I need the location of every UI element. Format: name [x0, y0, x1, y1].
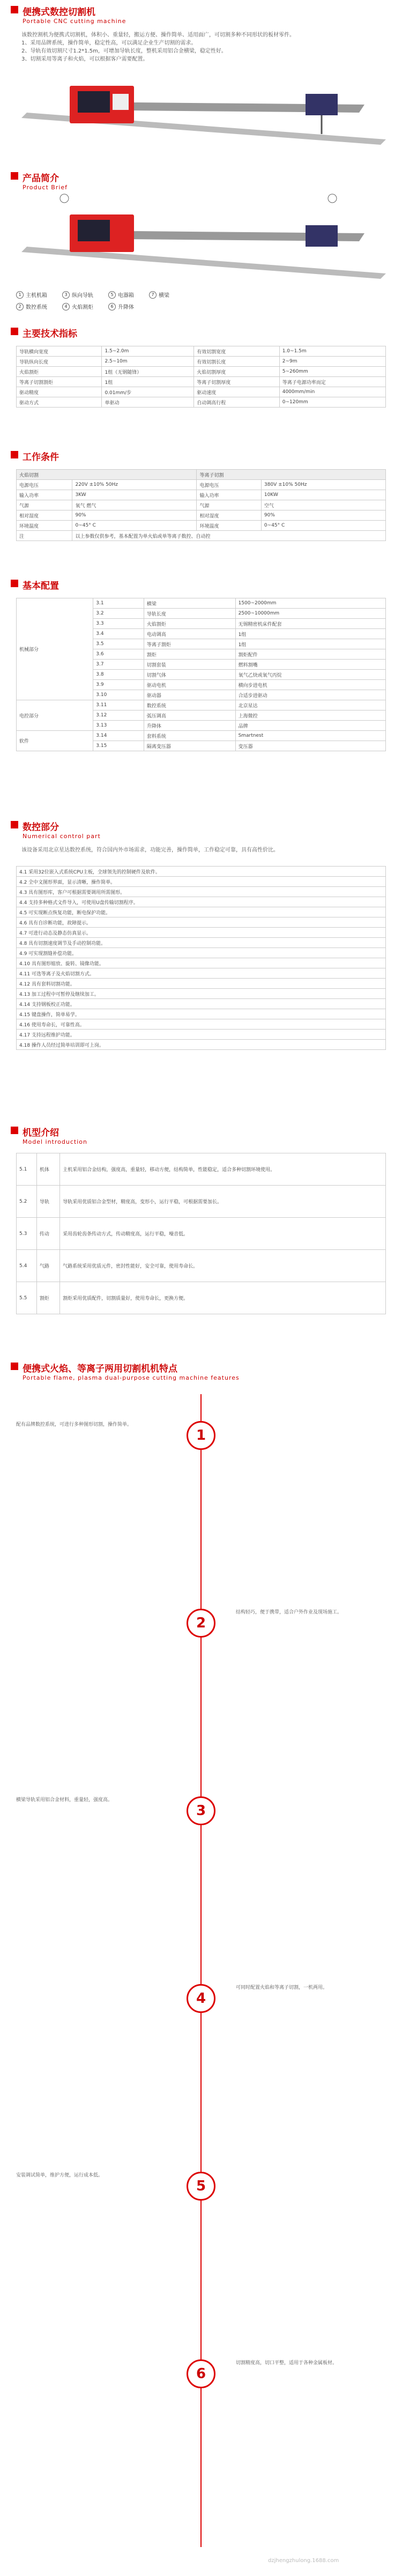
table-row: 4.18 操作人员经过简单培训即可上岗。 — [17, 1040, 386, 1050]
table-row: 电控部分 3.11 数控系统 北京星达 — [17, 700, 386, 710]
title-marker-icon — [11, 1127, 18, 1134]
table-row: 3.3 火焰割炬 无锡精密机床件配套 — [17, 619, 386, 629]
title-marker-icon — [11, 821, 18, 828]
conditions-title-bar — [11, 449, 59, 463]
title-marker-icon — [11, 172, 18, 180]
number-1-icon: 1 — [16, 291, 24, 299]
nc-paragraph: 该设备采用北京星达数控系统，符合国内外市场需求，功能完善，操作简单，工作稳定可靠，具有高性价比。 — [21, 847, 279, 853]
legend-item: 6 升降体 — [108, 302, 134, 310]
conditions-table — [16, 469, 386, 541]
machine-photo-2 — [11, 193, 391, 284]
number-3-icon: 3 — [62, 291, 70, 299]
config-table — [16, 598, 386, 751]
table-row: 4.16 使用寿命长，可靠性高。 — [17, 1019, 386, 1030]
table-row: 4.6 具有自诊断功能，故障提示。 — [17, 917, 386, 928]
table-row: 5.3 传动 采用齿轮齿条传动方式，传动精度高，运行平稳，噪音低。 — [17, 1218, 386, 1250]
nc-subtitle: Numerical control part — [23, 833, 101, 840]
table-row: 4.11 可选等离子及火焰切割方式。 — [17, 968, 386, 979]
section-tech-specs — [0, 322, 402, 440]
table-row: 3.10 驱动器 合适步进驱动 — [17, 690, 386, 700]
number-5-icon: 5 — [108, 291, 116, 299]
model-subtitle: Model introduction — [23, 1138, 87, 1145]
table-row: 环境温度 0~45° C 环境温度 0~45° C — [17, 521, 386, 531]
section-basic-config — [0, 574, 402, 810]
section-numerical-control — [0, 815, 402, 1115]
table-row: 3.9 驱动电机 横向步进电机 — [17, 680, 386, 690]
legend-item: 1 主机机箱 — [16, 291, 47, 299]
feature-badge-3: 3 — [187, 1796, 215, 1825]
part-legend — [16, 291, 169, 299]
table-row: 火焰割炬 1组（无钢随锋） 火焰切割厚度 5~260mm — [17, 367, 386, 377]
table-row: 4.9 可实现割缝补偿功能。 — [17, 948, 386, 958]
features-subtitle: Portable flame, plasma dual-purpose cutting machine features — [23, 1374, 240, 1381]
part-legend-2 — [16, 302, 134, 310]
table-row: 电源电压 220V ±10% 50Hz 电源电压 380V ±10% 50Hz — [17, 480, 386, 490]
table-row: 输入功率 3KW 输入功率 10KW — [17, 490, 386, 500]
title-marker-icon — [11, 580, 18, 587]
table-row: 导轨横向宽度 1.5~2.0m 有效切割宽度 1.0~1.5m — [17, 346, 386, 357]
title-marker-icon — [11, 328, 18, 335]
intro-para: 2、导轨有效切割尺寸1.2*1.5m，可增加导轨长度，整机采用铝合金横梁，稳定性好。 — [21, 48, 227, 54]
feature-badge-2: 2 — [187, 1609, 215, 1638]
title-marker-icon — [11, 1363, 18, 1370]
table-row: 4.2 全中文图形界面，显示清晰，操作简单。 — [17, 877, 386, 887]
table-row: 3.4 电动调高 1组 — [17, 629, 386, 639]
intro-subtitle: Portable CNC cutting machine — [23, 18, 126, 25]
table-row: 4.15 键盘操作，简单易学。 — [17, 1009, 386, 1019]
feature-badge-5: 5 — [187, 2172, 215, 2201]
table-row: 3.8 切割气体 氧气乙炔或氧气丙烷 — [17, 670, 386, 680]
intro-paragraphs — [21, 31, 375, 63]
feature-text-4: 可同时配置火焰和等离子切割，一机两用。 — [236, 1985, 328, 1990]
nc-items-table — [16, 866, 386, 1050]
section-product-brief — [0, 166, 402, 316]
intro-title: 便携式数控切割机 — [23, 7, 95, 18]
table-row: 3.15 隔离变压器 变压器 — [17, 741, 386, 751]
features-title-bar — [11, 1361, 240, 1381]
section-intro — [0, 0, 402, 161]
model-title-bar — [11, 1125, 87, 1145]
watermark: dzjhengzhulong.1688.com — [268, 2558, 339, 2564]
table-row: 4.5 可实现断点恢复功能，断电保护功能。 — [17, 907, 386, 917]
legend-item: 5 电器箱 — [108, 291, 134, 299]
table-row: 驱动方式 单驱动 自动调高行程 0~120mm — [17, 397, 386, 408]
table-row: 导轨纵向长度 2.5~10m 有效切割长度 2~9m — [17, 357, 386, 367]
table-row: 4.7 可进行动态及静态仿真显示。 — [17, 928, 386, 938]
config-title: 基本配置 — [23, 581, 59, 591]
table-row: 4.8 具有切割速度调节及手动控制功能。 — [17, 938, 386, 948]
section-working-conditions — [0, 445, 402, 568]
feature-text-2: 结构轻巧，便于携带，适合户外作业及现场施工。 — [236, 1610, 343, 1615]
table-row: 4.13 加工过程中可暂停及继续加工。 — [17, 989, 386, 999]
feature-text-1: 配有品牌数控系统，可进行多种图形切割，操作简单。 — [16, 1422, 132, 1427]
table-row: 4.17 支持远程维护功能。 — [17, 1030, 386, 1040]
model-table — [16, 1153, 386, 1314]
machine-photo-1 — [11, 64, 391, 156]
table-row: 注 以上参数仅供参考，基本配置为单火焰或单等离子数控、自动控 — [17, 531, 386, 541]
table-row: 等离子切割割炬 1组 等离子切割厚度 等离子电源功率而定 — [17, 377, 386, 387]
table-row: 3.5 等离子割炬 1组 — [17, 639, 386, 649]
table-row: 3.13 升降体 品牌 — [17, 721, 386, 731]
specs-title-bar — [11, 326, 77, 339]
section-features — [0, 1357, 402, 2574]
brief-title-bar — [11, 171, 68, 191]
table-row: 驱动精度 0.01mm/步 驱动速度 4000mm/min — [17, 387, 386, 397]
legend-item: 2 数控系统 — [16, 302, 47, 310]
title-marker-icon — [11, 451, 18, 458]
feature-text-6: 切割精度高，切口平整，适用于各种金属板材。 — [236, 2360, 338, 2366]
feature-badge-4: 4 — [187, 1984, 215, 2013]
table-row: 软件 3.14 套料系统 Smartnest — [17, 731, 386, 741]
table-row: 机械部分 3.1 横梁 1500~2000mm — [17, 598, 386, 609]
table-row: 5.2 导轨 导轨采用优质铝合金型材，精度高，变形小，运行平稳，可根据需要加长。 — [17, 1186, 386, 1218]
feature-text-5: 安装调试简单，维护方便，运行成本低。 — [16, 2173, 103, 2178]
intro-para: 1、采用品牌系统，操作简单，稳定性高，可以满足企业生产切割的需求。 — [21, 40, 197, 46]
table-row: 气源 氧气 燃气 气源 空气 — [17, 500, 386, 510]
conditions-title: 工作条件 — [23, 452, 59, 463]
specs-title: 主要技术指标 — [23, 329, 77, 339]
nc-title-bar — [11, 819, 101, 840]
config-title-bar — [11, 578, 59, 591]
section-model-intro — [0, 1121, 402, 1351]
intro-title-bar — [11, 4, 126, 25]
table-row: 4.14 支持钢板校正功能。 — [17, 999, 386, 1009]
legend-item: 3 纵向导轨 — [62, 291, 93, 299]
feature-badge-6: 6 — [187, 2359, 215, 2388]
table-row: 3.6 割炬 割炬配件 — [17, 649, 386, 660]
table-row: 4.4 支持多种格式文件导入，可使用U盘传输切割程序。 — [17, 897, 386, 907]
table-row: 3.12 弧压调高 上海微控 — [17, 710, 386, 721]
table-row: 4.3 具有图形库，客户可根据需要调用所需图形。 — [17, 887, 386, 897]
feature-badge-1: 1 — [187, 1421, 215, 1450]
legend-item: 7 横梁 — [149, 291, 169, 299]
brief-title: 产品简介 — [23, 173, 59, 184]
legend-item: 4 火焰割炬 — [62, 302, 93, 310]
table-row: 3.2 导轨长度 2500~10000mm — [17, 609, 386, 619]
table-row: 4.12 具有套料切割功能。 — [17, 979, 386, 989]
intro-para: 3、切割采用等离子和火焰，可以根据客户需要配置。 — [21, 56, 148, 62]
table-row: 5.1 机体 主机采用铝合金结构，强度高，重量轻，移动方便，结构简单，性能稳定，适合多种切割环境使用。 — [17, 1153, 386, 1186]
intro-para: 该数控割机为便携式切割机，体积小、重量轻，搬运方便、操作简单、适用面广，可切割多种不同形状的板材零件。 — [21, 32, 295, 38]
features-title: 便携式火焰、等离子两用切割机机特点 — [23, 1364, 177, 1374]
table-row: 3.7 切割套装 燃料割嘴 — [17, 660, 386, 670]
table-row: 5.4 气路 气路系统采用优质元件，密封性能好，安全可靠，使用寿命长。 — [17, 1250, 386, 1282]
brief-subtitle: Product Brief — [23, 184, 68, 191]
table-header-row: 火焰切割 等离子切割 — [17, 470, 386, 480]
nc-title: 数控部分 — [23, 822, 59, 833]
number-7-icon: 7 — [149, 291, 157, 299]
table-row: 4.10 具有图形缩放、旋转、镜像功能。 — [17, 958, 386, 968]
specs-table — [16, 346, 386, 408]
table-row: 5.5 割炬 割炬采用优质配件，切割质量好，使用寿命长，更换方便。 — [17, 1282, 386, 1314]
table-row: 相对湿度 90% 相对湿度 90% — [17, 510, 386, 521]
table-row: 4.1 采用32位嵌入式系统CPU主板，全球领先的控制硬件及软件。 — [17, 867, 386, 877]
number-2-icon: 2 — [16, 303, 24, 310]
feature-text-3: 横梁导轨采用铝合金材料，重量轻，强度高。 — [16, 1797, 113, 1803]
number-4-icon: 4 — [62, 303, 70, 310]
title-marker-icon — [11, 6, 18, 13]
model-title: 机型介绍 — [23, 1128, 59, 1138]
number-6-icon: 6 — [108, 303, 116, 310]
